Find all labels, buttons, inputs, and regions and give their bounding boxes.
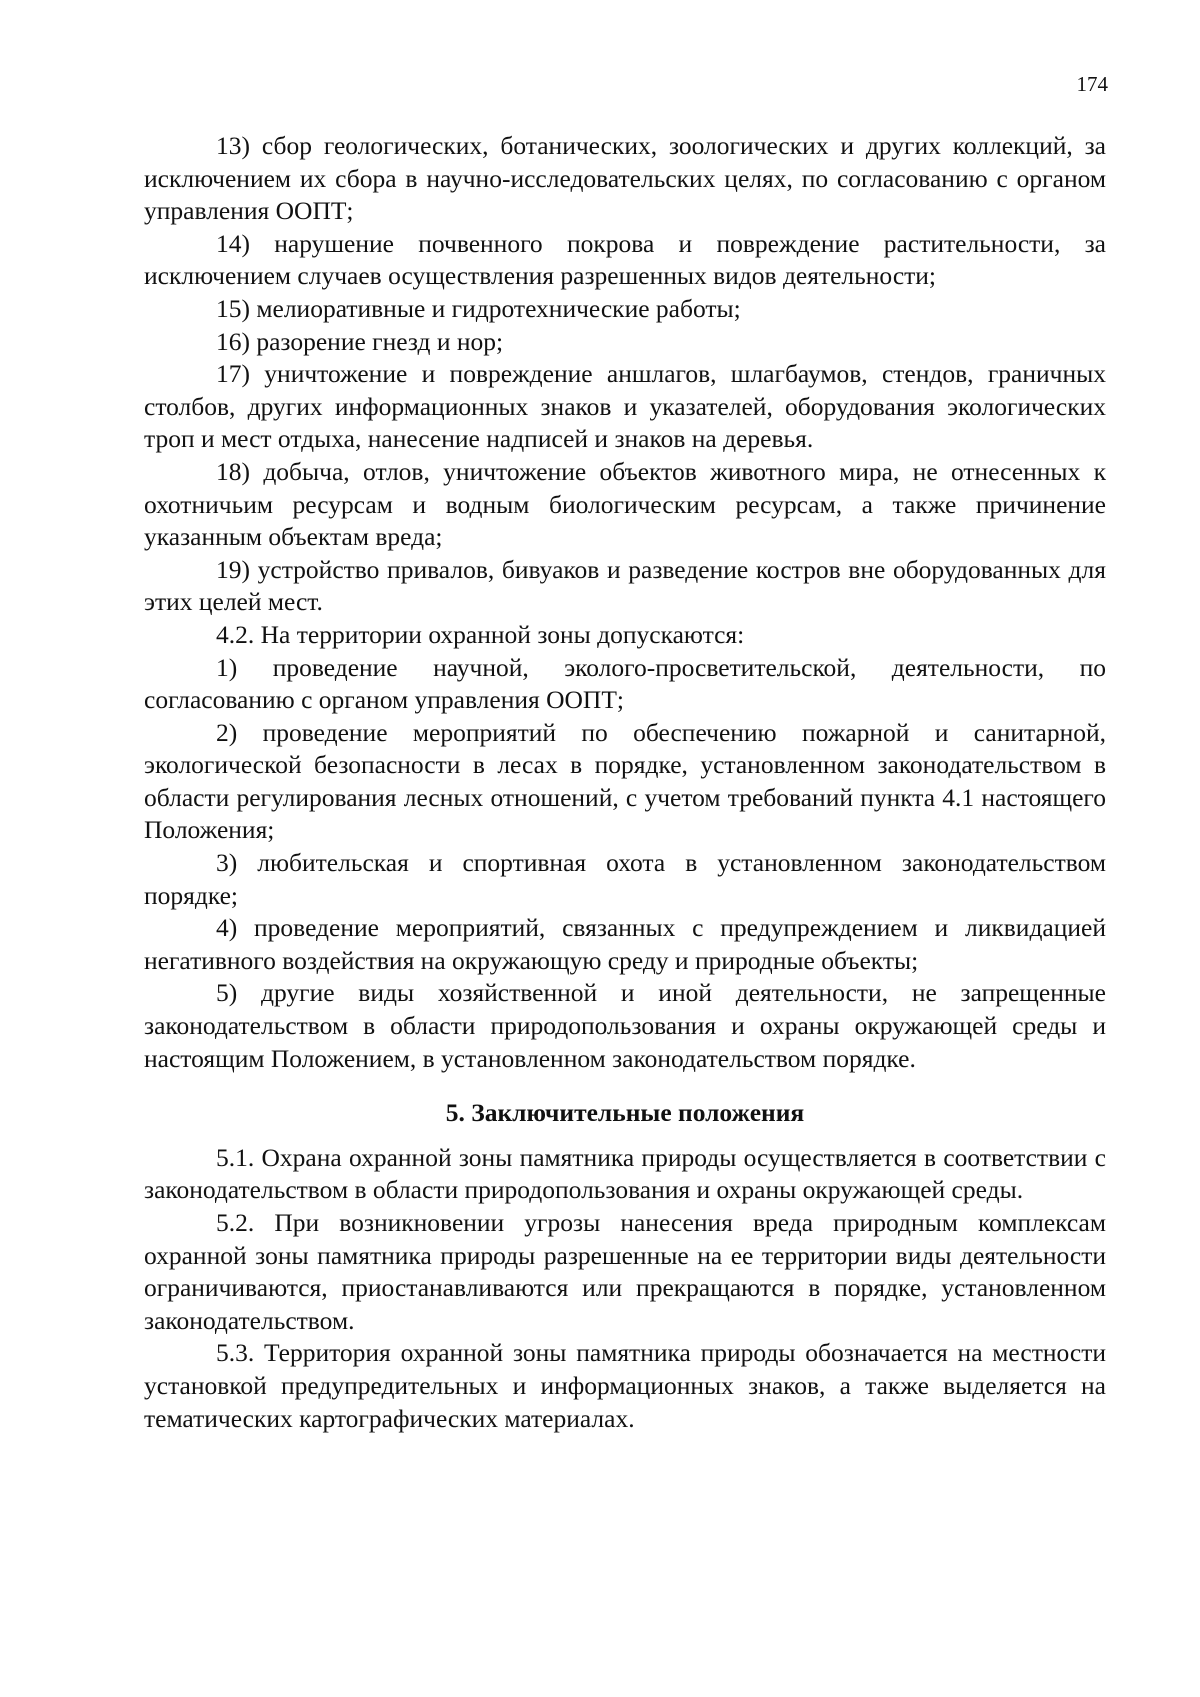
paragraph-allowed-2: 2) проведение мероприятий по обеспечению пожарной и санитарной, экологической безопасности в лесах в порядке, установленном законодательством в области регулирования лесных отношений, с учетом требований пункта 4.1 настоящего Положения; xyxy=(144,717,1106,845)
paragraph-5-2: 5.2. При возникновении угрозы нанесения вреда природным комплексам охранной зоны памятника природы разрешенные на ее территории виды деятельности ограничиваются, приостанавливаются или прекращаются в порядке, установленном законодательством. xyxy=(144,1208,1106,1335)
document-body xyxy=(144,130,1106,1435)
section-heading: 5. Заключительные положения xyxy=(445,1098,805,1128)
paragraph-allowed-1: 1) проведение научной, эколого-просветительской, деятельности, по согласованию с органом управления ООПТ; xyxy=(144,652,1106,715)
paragraph-item-15: 15) мелиоративные и гидротехнические работы; xyxy=(216,293,741,323)
paragraph-5-3: 5.3. Территория охранной зоны памятника природы обозначается на местности установкой предупредительных и информационных знаков, а также выделяется на тематических картографических материалах. xyxy=(144,1338,1106,1433)
paragraph-item-19: 19) устройство привалов, бивуаков и разведение костров вне оборудованных для этих целей мест. xyxy=(144,554,1106,617)
paragraph-allowed-4: 4) проведение мероприятий, связанных с предупреждением и ликвидацией негативного воздействия на окружающую среду и природные объекты; xyxy=(144,913,1106,975)
paragraph-item-13: 13) сбор геологических, ботанических, зоологических и других коллекций, за исключением их сбора в научно-исследовательских целях, по согласованию с органом управления ООПТ; xyxy=(144,131,1106,226)
paragraph-item-16: 16) разорение гнезд и нор; xyxy=(216,326,504,356)
paragraph-item-18: 18) добыча, отлов, уничтожение объектов животного мира, не отнесенных к охотничьим ресурсам и водным биологическим ресурсам, а также причинение указанным объектам вреда; xyxy=(144,456,1106,552)
paragraph-allowed-3: 3) любительская и спортивная охота в установленном законодательством порядке; xyxy=(144,848,1106,910)
paragraph-allowed-5: 5) другие виды хозяйственной и иной деятельности, не запрещенные законодательством в области природопользования и охраны окружающей среды и настоящим Положением, в установленном законодательством порядке. xyxy=(144,978,1106,1073)
paragraph-5-1: 5.1. Охрана охранной зоны памятника природы осуществляется в соответствии с законодательством в области природопользования и охраны окружающей среды. xyxy=(144,1142,1106,1205)
paragraph-item-17: 17) уничтожение и повреждение аншлагов, шлагбаумов, стендов, граничных столбов, других информационных знаков и указателей, оборудования экологических троп и мест отдыха, нанесение надписей и знаков на деревья. xyxy=(144,359,1106,454)
paragraph-item-14: 14) нарушение почвенного покрова и повреждение растительности, за исключением случаев осуществления разрешенных видов деятельности; xyxy=(144,228,1106,291)
paragraph-section-4-2: 4.2. На территории охранной зоны допускаются: xyxy=(216,619,745,649)
page-number: 174 xyxy=(1076,72,1108,96)
